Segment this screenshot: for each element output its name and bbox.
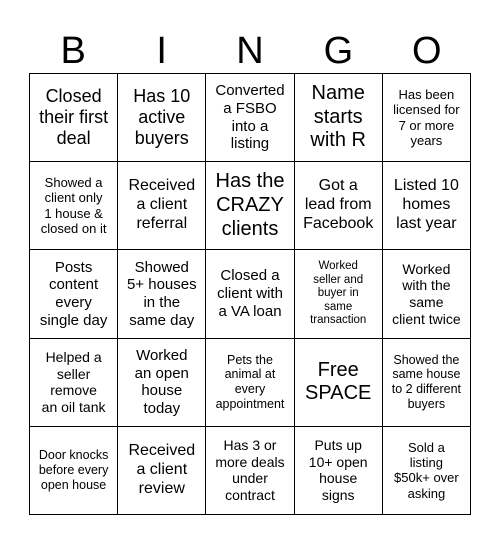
bingo-cell[interactable]: [30, 74, 118, 162]
header-letter-i: I: [156, 30, 167, 72]
bingo-cell[interactable]: [206, 74, 294, 162]
bingo-cell[interactable]: [295, 74, 383, 162]
bingo-cell[interactable]: [206, 250, 294, 338]
cell-text: Posts content every single day: [39, 258, 108, 329]
cell-text: Closed their first deal: [39, 85, 109, 149]
cell-text: Received a client referral: [128, 177, 196, 233]
bingo-cell[interactable]: [206, 162, 294, 250]
bingo-cell[interactable]: [383, 162, 471, 250]
cell-text: Received a client review: [128, 442, 196, 497]
bingo-cell[interactable]: [383, 74, 471, 162]
cell-text: Closed a client with a VA loan: [217, 267, 283, 320]
cell-text: Showed 5+ houses in the same day: [126, 258, 197, 329]
bingo-cell[interactable]: [118, 250, 206, 338]
bingo-cell[interactable]: [383, 250, 471, 338]
cell-text: Has 10 active buyers: [133, 85, 191, 149]
cell-text: Worked seller and buyer in same transaction: [310, 260, 367, 327]
cell-text: Door knocks before every open house: [38, 448, 109, 492]
bingo-cell[interactable]: [383, 427, 471, 515]
bingo-board: [29, 73, 471, 515]
cell-text: Sold a listing $50k+ over asking: [394, 439, 459, 501]
cell-text: Pets the animal at every appointment: [215, 352, 285, 411]
free-space-text: Free SPACE: [305, 358, 372, 405]
bingo-cell[interactable]: [206, 339, 294, 427]
header-letter-g: G: [323, 30, 354, 72]
header-letter-o: O: [412, 30, 442, 72]
bingo-cell[interactable]: [295, 162, 383, 250]
cell-text: Helped a seller remove an oil tank: [41, 349, 106, 415]
bingo-cell[interactable]: [118, 162, 206, 250]
header-letter-b: B: [60, 30, 86, 72]
cell-text: Got a lead from Facebook: [303, 177, 374, 233]
cell-text: Puts up 10+ open house signs: [308, 437, 368, 503]
cell-text: Has the CRAZY clients: [215, 170, 285, 240]
cell-text: Showed the same house to 2 different buyers: [391, 352, 462, 411]
free-space-cell[interactable]: [295, 339, 383, 427]
bingo-cell[interactable]: [295, 427, 383, 515]
bingo-cell[interactable]: [30, 339, 118, 427]
cell-text: Worked with the same client twice: [392, 260, 461, 327]
header-letter-n: N: [236, 30, 264, 72]
cell-text: Has been licensed for 7 or more years: [393, 86, 460, 148]
cell-text: Showed a client only 1 house & closed on it: [40, 175, 107, 237]
bingo-header: [29, 28, 471, 74]
cell-text: Has 3 or more deals under contract: [215, 437, 285, 503]
bingo-cell[interactable]: [118, 339, 206, 427]
bingo-cell[interactable]: [295, 250, 383, 338]
bingo-cell[interactable]: [383, 339, 471, 427]
cell-text: Worked an open house today: [134, 346, 189, 417]
bingo-cell[interactable]: [206, 427, 294, 515]
bingo-cell[interactable]: [118, 74, 206, 162]
cell-text: Listed 10 homes last year: [393, 177, 459, 233]
cell-text: Converted a FSBO into a listing: [215, 82, 285, 153]
bingo-cell[interactable]: [118, 427, 206, 515]
bingo-cell[interactable]: [30, 250, 118, 338]
bingo-cell[interactable]: [30, 162, 118, 250]
cell-text: Name starts with R: [310, 82, 366, 152]
bingo-cell[interactable]: [30, 427, 118, 515]
